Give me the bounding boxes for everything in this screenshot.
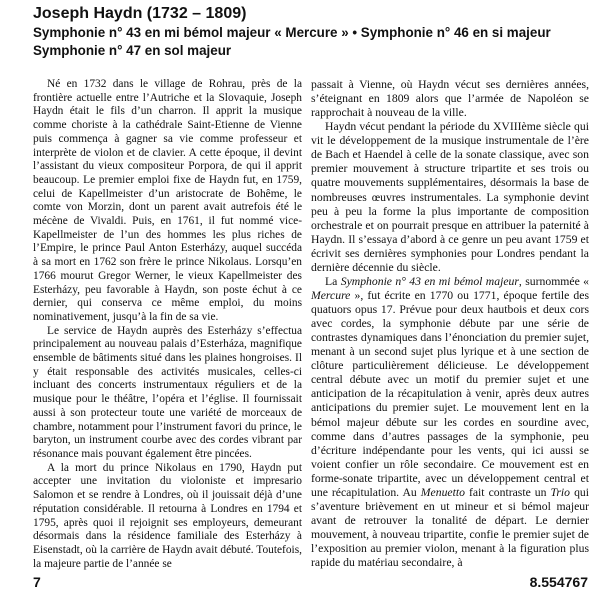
paragraph-vienna-death: passait à Vienne, où Haydn vécut ses dernières années, s’éteignant en 1809 alors que l’armée de Napoléon se rapprochait à nouveau de la ville. (311, 78, 589, 120)
text-run: qui s’aventure brièvement en ut mineur et si bémol majeur avant de retrouver la tonalité de départ. Le dernier mouvement, à nouveau tripartite, confie le premier sujet de l’exposition au premier violon, menant à la figuration plus rapide du matériau secondaire, à (311, 485, 589, 570)
right-column (311, 78, 589, 570)
page-header (33, 4, 588, 60)
catalogue-number: 8.554767 (529, 574, 588, 590)
text-run: », fut écrite en 1770 ou 1771, époque fertile des quatuors opus 17. Prévue pour deux hautbois et deux cors avec cordes, la symphonie débute par une série de contrastes dynamiques dans l’énonciation du premier sujet, menant à un second sujet plus lyrique et à une section de clôture particulièrement délicieuse. Le développement central débute avec un motif du premier sujet et une anticipation de la récapitulation à venir, après deux autres anticipations du premier sujet. Le mouvement lent en la bémol majeur débute sur les cordes en sourdine avec, comme dans d’autres passages de la symphonie, peu d’écriture indépendante pour les vents, qui ici aussi se voient confier un rôle secondaire. Ce mouvement est en forme-sonate tripartite, avec un développement central et une récapitulation. Au (311, 288, 589, 499)
text-run: fait contraste un (464, 485, 551, 499)
paragraph-esterhazy-service: Le service de Haydn auprès des Esterházy s’effectua principalement au nouveau palais d’Esterháza, magnifique ensemble de bâtiments situé dans les plaines hongroises. Il y était responsable des activités musicales, celles-ci incluant des concerts instrumentaux réguliers et de la musique pour le théâtre, l’opéra et l’église. Il fournissait aussi à son protecteur toute une variété de morceaux de chambre, notamment pour l’instrument favori du prince, le baryton, un instrument courbe avec des cordes vibrant par résonance mais pouvant également être pincées. (33, 324, 302, 460)
works-heading-line-2: Symphonie n° 47 en sol majeur (33, 43, 232, 58)
paragraph-london-years: A la mort du prince Nikolaus en 1790, Haydn put accepter une invitation du violoniste et impresario Salomon et se rendre à Londres, où il jouissait déjà d’une réputation considérable. Il retourna à Londres en 1794 et 1795, après quoi il rejoignit ses employeurs, demeurant désormais dans la résidence familiale des Esterházy à Eisenstadt, où la carrière de Haydn avait débuté. Toutefois, la majeure partie de l’année se (33, 461, 302, 570)
left-column (33, 78, 302, 571)
symphony-title: Symphonie n° 43 en mi bémol majeur (340, 274, 519, 288)
trio-term: Trio (550, 485, 571, 499)
symphony-nickname: Mercure (311, 288, 351, 302)
works-heading-line-1: Symphonie n° 43 en mi bémol majeur « Mercure » • Symphonie n° 46 en si majeur (33, 25, 551, 40)
text-run: , surnommée « (518, 274, 589, 288)
page-number: 7 (33, 574, 41, 590)
paragraph-symphony-43 (311, 275, 589, 570)
text-run: La (325, 274, 341, 288)
paragraph-symphony-development: Haydn vécut pendant la période du XVIIIème siècle qui vit le développement de la musique instrumentale de l’ère de Bach et Haendel à celle de la sonate classique, avec son premier mouvement à structure tripartite et ses trois ou quatre mouvements supplémentaires, désormais la base de nombreuses œuvres instrumentales. La symphonie devint peu à peu la forme la plus importante de composition orchestrale et on pourrait presque en attribuer la paternité à Haydn. Il s’essaya d’abord à ce genre un peu avant 1759 et écrivit ses dernières symphonies pour Londres pendant la dernière décennie du siècle. (311, 120, 589, 274)
menuetto-term: Menuetto (420, 485, 465, 499)
paragraph-biography-early: Né en 1732 dans le village de Rohrau, près de la frontière actuelle entre l’Autriche et la Slovaquie, Joseph Haydn était le fils d’un charron. Il apprit la musique comme choriste à la cathédrale Saint-Etienne de Vienne puis commença à gagner sa vie comme professeur et interprète de violon et de clavier. A cette époque, il devint l’assistant du vieux compositeur Porpora, de qui il apprit beaucoup. Le premier emploi fixe de Haydn fut, en 1759, celui de Kapellmeister d’un aristocrate de Bohême, le comte von Morzin, dont un parent avait autrefois été le mécène de Vivaldi. Puis, en 1761, il fut nommé vice-Kapellmeister de l’un des hommes les plus riches de l’Empire, le prince Paul Anton Esterházy, auquel succéda à sa mort en 1762 son frère le prince Nikolaus. Lorsqu’en 1766 mourut Gregor Werner, le vieux Kapellmeister des Esterházy, peu favorable à Haydn, son poste échut à ce dernier, qui conserva ce même emploi, du moins nominativement, jusqu’à la fin de sa vie. (33, 78, 302, 323)
composer-heading: Joseph Haydn (1732 – 1809) (33, 5, 247, 22)
